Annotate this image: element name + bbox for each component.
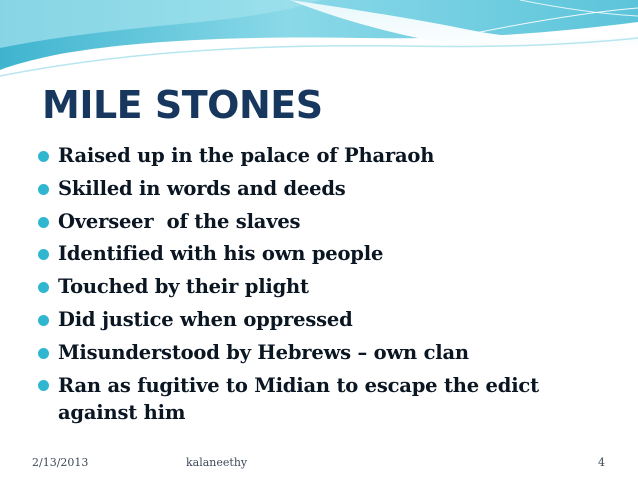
footer-author: kalaneethy — [186, 456, 248, 469]
bullet-text: Overseer of the slaves — [58, 209, 301, 233]
bullet-text: Misunderstood by Hebrews – own clan — [58, 340, 469, 364]
bullet-text: Raised up in the palace of Pharaoh — [58, 144, 435, 167]
bullet-item — [38, 140, 618, 173]
footer-page-number: 4 — [598, 456, 605, 469]
bullet-text: Did justice when oppressed — [58, 307, 353, 331]
bullet-dot-icon — [38, 282, 49, 293]
bullet-item — [38, 370, 618, 426]
footer-date: 2/13/2013 — [32, 456, 89, 469]
bullet-item — [38, 304, 618, 337]
bullet-item — [38, 206, 618, 239]
bullet-item — [38, 173, 618, 206]
slide-title: MILE STONES — [42, 83, 323, 127]
bullet-dot-icon — [38, 151, 49, 162]
bullet-list — [38, 140, 618, 426]
bullet-dot-icon — [38, 315, 49, 326]
bullet-item — [38, 271, 618, 304]
bullet-text: Ran as fugitive to Midian to escape the edict against him — [58, 373, 539, 424]
bullet-dot-icon — [38, 184, 49, 195]
bullet-dot-icon — [38, 249, 49, 260]
bullet-text: Identified with his own people — [58, 242, 384, 266]
bullet-item — [38, 337, 618, 370]
bullet-text: Touched by their plight — [58, 275, 309, 299]
wave-header-decoration — [0, 0, 638, 80]
bullet-item — [38, 238, 618, 271]
bullet-text: Skilled in words and deeds — [58, 176, 346, 200]
bullet-dot-icon — [38, 217, 49, 228]
bullet-dot-icon — [38, 380, 49, 391]
bullet-dot-icon — [38, 348, 49, 359]
